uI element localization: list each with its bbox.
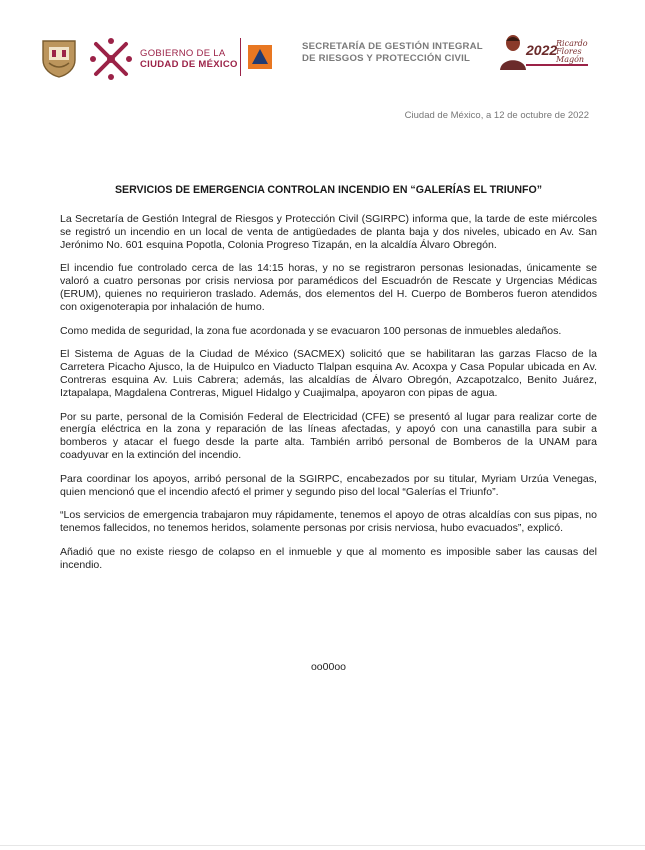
- secretariat-line-1: SECRETARÍA DE GESTIÓN INTEGRAL: [302, 41, 483, 52]
- commemorative-year-logo: [526, 39, 588, 72]
- paragraph: La Secretaría de Gestión Integral de Riesgos y Protección Civil (SGIRPC) informa que, la tarde de este miércoles se registró un incendio en un local de venta de antigüedades de planta baja y dos niveles, ubicado en Av. San Jerónimo No. 601 esquina Popotla, Colonia Progreso Tizapán, en la alcaldía Álvaro Obregón.: [60, 213, 597, 251]
- coat-of-arms-icon: [40, 38, 78, 78]
- year-number: 2022: [526, 42, 558, 58]
- government-name: [140, 48, 238, 70]
- cdmx-logo-icon: [88, 36, 134, 82]
- government-line-2: CIUDAD DE MÉXICO: [140, 59, 238, 70]
- paragraph: Por su parte, personal de la Comisión Federal de Electricidad (CFE) se presentó al lugar para realizar corte de energía eléctrica en la zona y reparación de las líneas afectadas, y apoyó con una canastilla para subir a bomberos y atacar el fuego desde la parte alta. También arribó personal de Bomberos de la UNAM para coadyuvar en la extinción del incendio.: [60, 410, 597, 461]
- paragraph: “Los servicios de emergencia trabajaron muy rápidamente, tenemos el apoyo de otras alcaldías con sus pipas, no tenemos fallecidos, no tenemos heridos, solamente personas por crisis nerviosa, hubo evacuados”, explicó.: [60, 509, 597, 535]
- paragraph: El Sistema de Aguas de la Ciudad de México (SACMEX) solicitó que se habilitaran las garzas Flacso de la Carretera Picacho Ajusco, la de Huipulco en Viaducto Tlalpan esquina Av. Acoxpa y Casa Popular ubicada en Av. Contreras esquina Av. Luis Cabrera; además, las alcaldías de Álvaro Obregón, Azcapotzalco, Benito Juárez, Iztapalapa, Magdalena Contreras, Miguel Hidalgo y Cuajimalpa, apoyaron con pipas de agua.: [60, 348, 597, 399]
- header-divider: [240, 38, 241, 76]
- portrait-icon: [498, 32, 528, 70]
- civil-protection-icon: [247, 44, 273, 70]
- press-release-body: [60, 213, 597, 583]
- year-underline: [526, 64, 588, 66]
- closing-mark: oo00oo: [310, 661, 347, 673]
- secretariat-name: [302, 41, 502, 65]
- document-date: Ciudad de México, a 12 de octubre de 2022: [404, 110, 589, 121]
- year-dedication-line-3: Magón: [556, 55, 585, 64]
- paragraph: Como medida de seguridad, la zona fue acordonada y se evacuaron 100 personas de inmuebles aledaños.: [60, 324, 562, 337]
- year-dedication-line-2: Flores: [556, 47, 582, 56]
- year-dedication-line-1: Ricardo: [556, 39, 588, 48]
- paragraph: Para coordinar los apoyos, arribó personal de la SGIRPC, encabezados por su titular, Myriam Urzúa Venegas, quien mencionó que el incendio afectó el primer y segundo piso del local “Galerías el Triunfo”.: [60, 472, 597, 498]
- press-release-title: SERVICIOS DE EMERGENCIA CONTROLAN INCENDIO EN “GALERÍAS EL TRIUNFO”: [114, 184, 543, 196]
- paragraph: El incendio fue controlado cerca de las 14:15 horas, y no se registraron personas lesionadas, únicamente se valoró a cuatro personas por crisis nerviosa por paramédicos del Escuadrón de Rescate y Urgencias Médicas (ERUM), quienes no requirieron traslado. Además, dos elementos del H. Cuerpo de Bomberos fueron atendidos con oxigenoterapia por inhalación de humo.: [60, 262, 597, 313]
- letterhead: [0, 28, 645, 88]
- year-dedication: [556, 40, 588, 64]
- government-line-1: GOBIERNO DE LA: [140, 48, 226, 59]
- page-bottom-edge: [0, 845, 645, 846]
- secretariat-line-2: DE RIESGOS Y PROTECCIÓN CIVIL: [302, 53, 471, 64]
- paragraph: Añadió que no existe riesgo de colapso en el inmueble y que al momento es imposible saber las causas del incendio.: [60, 545, 597, 571]
